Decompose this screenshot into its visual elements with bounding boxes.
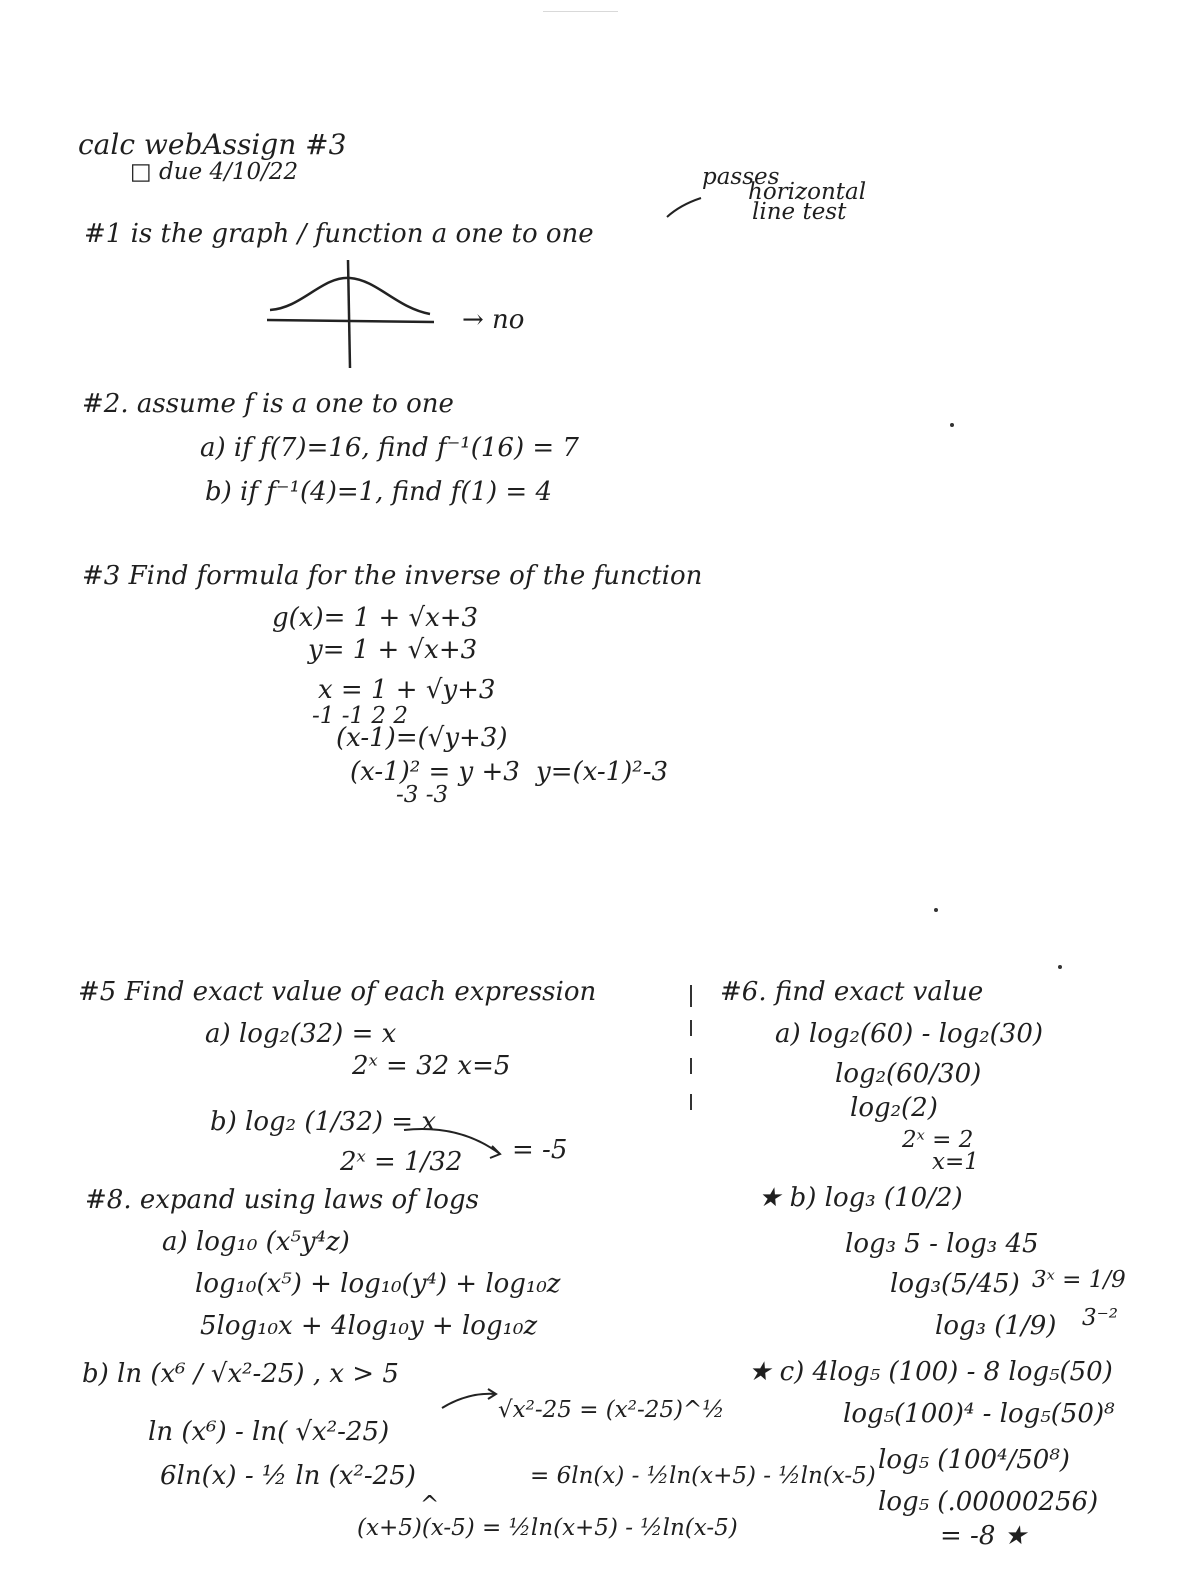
question-8: #8. expand using laws of logs (85, 1185, 479, 1215)
q6-a5: x=1 (932, 1149, 979, 1175)
top-rule (543, 11, 618, 12)
q3-line2: y= 1 + √x+3 (308, 635, 478, 665)
q6-b4b: 3⁻² (1082, 1305, 1118, 1331)
q5-a1: a) log₂(32) = x (205, 1019, 397, 1049)
q6-c5: = -8 ★ (940, 1521, 1027, 1551)
question-1: #1 is the graph / function a one to one (84, 219, 594, 249)
q8-b3: 6ln(x) - ½ ln (x²-25) (160, 1461, 416, 1491)
question-3: #3 Find formula for the inverse of the function (82, 561, 703, 591)
caret-mark: ^ (420, 1492, 440, 1518)
stray-dot (934, 908, 938, 912)
q6-b2: log₃ 5 - log₃ 45 (845, 1229, 1039, 1259)
answer-1: → no (462, 305, 525, 335)
q8-b4: (x+5)(x-5) = ½ln(x+5) - ½ln(x-5) (357, 1515, 738, 1541)
answer-2a: a) if f(7)=16, find f⁻¹(16) = 7 (200, 433, 579, 463)
q6-c2: log₅(100)⁴ - log₅(50)⁸ (843, 1399, 1115, 1429)
question-6: #6. find exact value (720, 977, 984, 1007)
q6-c4: log₅ (.00000256) (878, 1487, 1099, 1517)
column-divider (690, 985, 692, 1007)
page-title: calc webAssign #3 (78, 128, 347, 161)
stray-dot (1058, 965, 1062, 969)
q6-b3b: 3ˣ = 1/9 (1032, 1267, 1126, 1293)
q6-b4: log₃ (1/9) (935, 1311, 1057, 1341)
q5-arrow (400, 1118, 510, 1163)
column-divider (690, 1094, 692, 1110)
note-passes: passes (702, 164, 780, 190)
q8-b1: b) ln (x⁶ / √x²-25) , x > 5 (82, 1359, 399, 1389)
note-horizontal: horizontal (748, 179, 867, 205)
q6-a3: log₂(2) (850, 1093, 938, 1123)
q5-a2: 2ˣ = 32 x=5 (352, 1051, 511, 1081)
q8-arrow (438, 1386, 503, 1414)
q6-a1: a) log₂(60) - log₂(30) (775, 1019, 1044, 1049)
q3-answer: y=(x-1)²-3 (536, 757, 669, 787)
q6-c1: ★ c) 4log₅ (100) - 8 log₅(50) (748, 1357, 1113, 1387)
bell-curve-graph (262, 258, 442, 373)
q5-b2: 2ˣ = 1/32 (340, 1147, 463, 1177)
note-line-test: line test (752, 199, 847, 225)
q8-a2: log₁₀(x⁵) + log₁₀(y⁴) + log₁₀z (195, 1269, 561, 1299)
question-5: #5 Find exact value of each expression (78, 977, 597, 1007)
q8-b2: ln (x⁶) - ln( √x²-25) (148, 1417, 390, 1447)
column-divider (690, 1020, 692, 1036)
q3-line7: -3 -3 (396, 782, 449, 808)
q8-a1: a) log₁₀ (x⁵y⁴z) (162, 1227, 350, 1257)
q3-line4: -1 -1 2 2 (312, 703, 409, 729)
q8-b3b: = 6ln(x) - ½ln(x+5) - ½ln(x-5) (530, 1463, 876, 1489)
q3-line3: x = 1 + √y+3 (318, 675, 496, 705)
q6-a2: log₂(60/30) (835, 1059, 982, 1089)
due-date: □ due 4/10/22 (130, 159, 299, 185)
q3-line1: g(x)= 1 + √x+3 (272, 603, 479, 633)
column-divider (690, 1058, 692, 1074)
q8-a3: 5log₁₀x + 4log₁₀y + log₁₀z (200, 1311, 538, 1341)
q6-a4: 2ˣ = 2 (902, 1127, 974, 1153)
note-arrow (665, 195, 705, 220)
q5-b3: = -5 (512, 1135, 568, 1165)
q6-b1: ★ b) log₃ (10/2) (758, 1183, 963, 1213)
question-2: #2. assume f is a one to one (82, 389, 454, 419)
q3-line5: (x-1)=(√y+3) (336, 723, 508, 753)
q3-line6: (x-1)² = y +3 (350, 757, 520, 787)
stray-dot (950, 423, 954, 427)
q5-b1: b) log₂ (1/32) = x (210, 1107, 437, 1137)
answer-2b: b) if f⁻¹(4)=1, find f(1) = 4 (205, 477, 553, 507)
q8-b2b: √x²-25 = (x²-25)^½ (498, 1397, 725, 1423)
q6-c3: log₅ (100⁴/50⁸) (878, 1445, 1070, 1475)
q6-b3: log₃(5/45) (890, 1269, 1020, 1299)
